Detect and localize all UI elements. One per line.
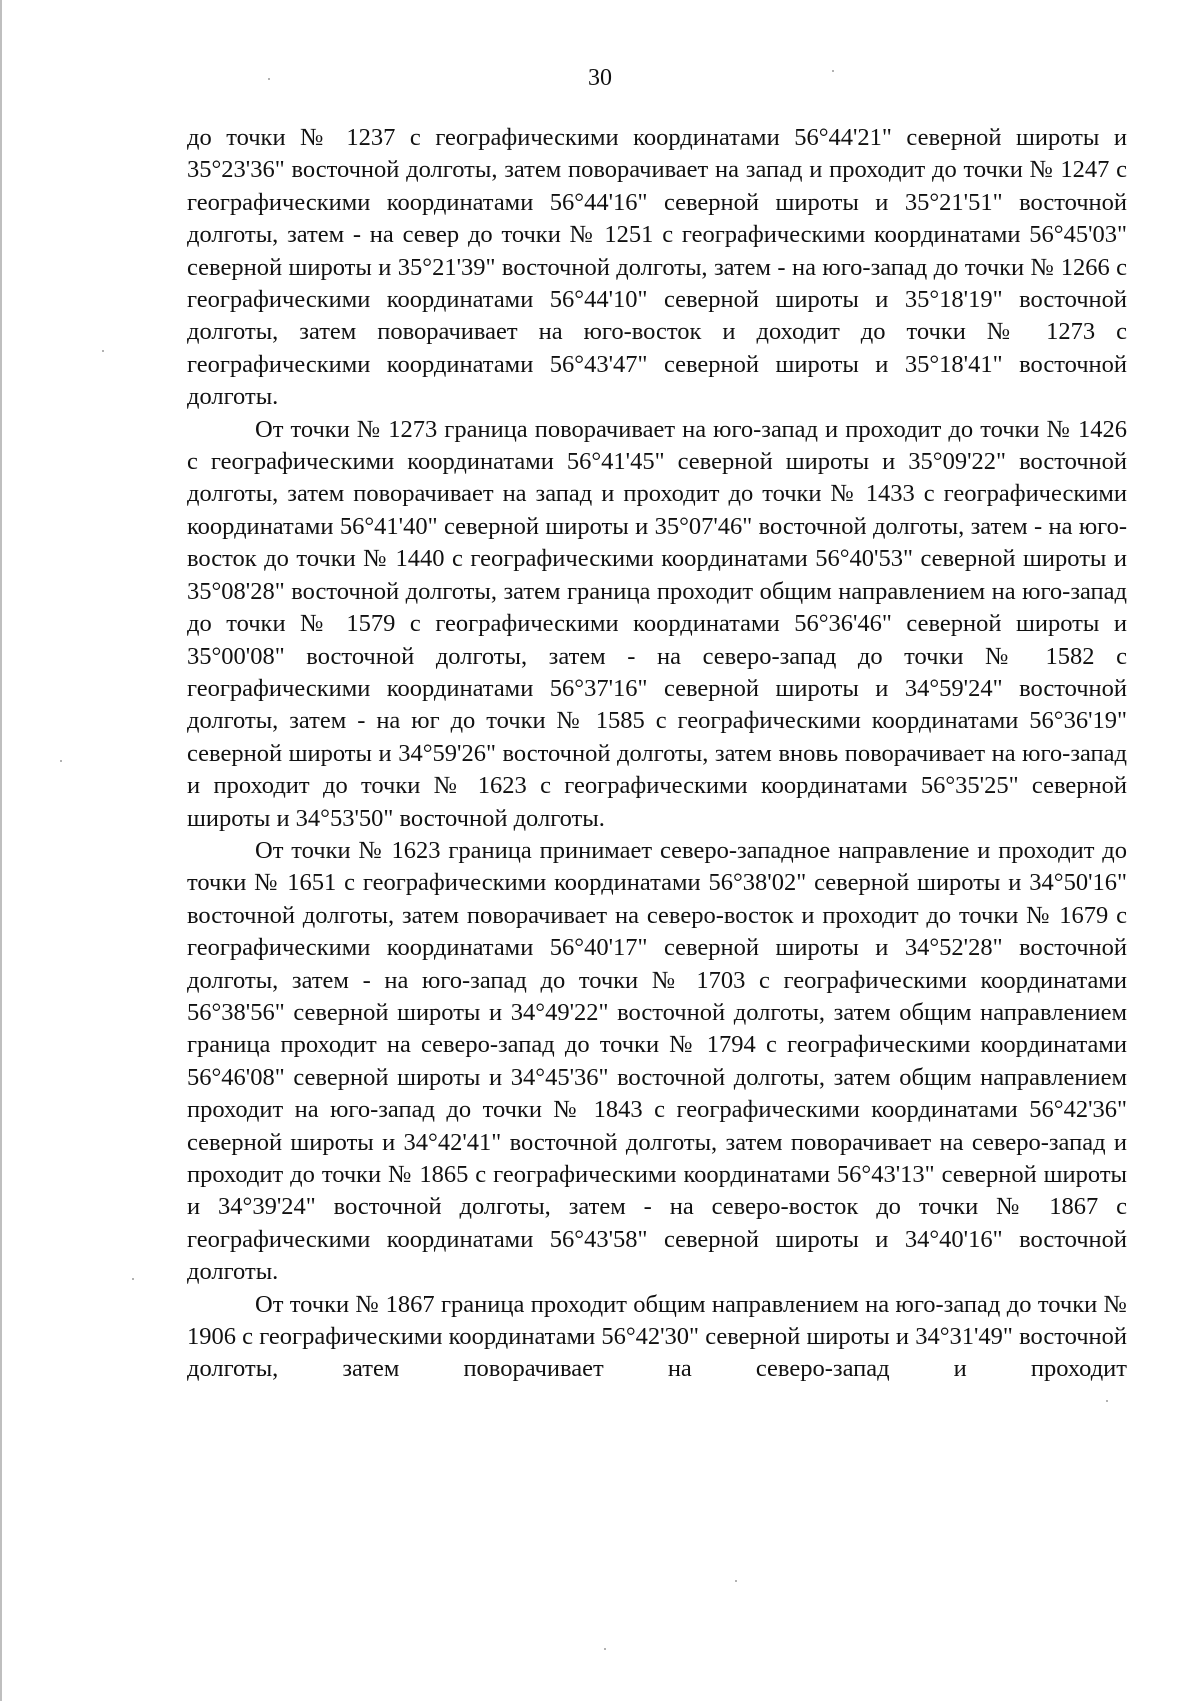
scan-speck — [132, 1278, 134, 1280]
scan-speck — [1106, 1400, 1108, 1402]
document-body — [187, 122, 1127, 1386]
scan-speck — [604, 1648, 606, 1650]
paragraph-3: От точки № 1623 граница принимает северо-западное направление и проходит до точки № 1651 с географическими координатами 56°38'02" северной широты и 34°50'16" восточной долготы, затем поворачивает на северо-восток и проходит до точки № 1679 с географическими координатами 56°40'17" северной широты и 34°52'28" восточной долготы, затем - на юго-запад до точки № 1703 с географическими координатами 56°38'56" северной широты и 34°49'22" восточной долготы, затем общим направлением граница проходит на северо-запад до точки № 1794 с географическими координатами 56°46'08" северной широты и 34°45'36" восточной долготы, затем общим направлением проходит на юго-запад до точки № 1843 с географическими координатами 56°42'36" северной широты и 34°42'41" восточной долготы, затем поворачивает на северо-запад и проходит до точки № 1865 с географическими координатами 56°43'13" северной широты и 34°39'24" восточной долготы, затем - на северо-восток до точки № 1867 с географическими координатами 56°43'58" северной широты и 34°40'16" восточной долготы. — [187, 836, 1127, 1286]
scan-speck — [735, 1580, 737, 1582]
paragraph-1: до точки № 1237 с географическими координатами 56°44'21" северной широты и 35°23'36" восточной долготы, затем поворачивает на запад и проходит до точки № 1247 с географическими координатами 56°44'16" северной широты и 35°21'51" восточной долготы, затем - на север до точки № 1251 с географическими координатами 56°45'03" северной широты и 35°21'39" восточной долготы, затем - на юго-запад до точки № 1266 с географическими координатами 56°44'10" северной широты и 35°18'19" восточной долготы, затем поворачивает на юго-восток и доходит до точки № 1273 с географическими координатами 56°43'47" северной широты и 35°18'41" восточной долготы. — [187, 124, 1127, 411]
scan-speck — [60, 760, 62, 762]
scan-speck — [268, 78, 270, 80]
scan-speck — [832, 70, 834, 72]
paragraph-2: От точки № 1273 граница поворачивает на юго-запад и проходит до точки № 1426 с географическими координатами 56°41'45" северной широты и 35°09'22" восточной долготы, затем поворачивает на запад и проходит до точки № 1433 с географическими координатами 56°41'40" северной широты и 35°07'46" восточной долготы, затем - на юго-восток до точки № 1440 с географическими координатами 56°40'53" северной широты и 35°08'28" восточной долготы, затем граница проходит общим направлением на юго-запад до точки № 1579 с географическими координатами 56°36'46" северной широты и 35°00'08" восточной долготы, затем - на северо-запад до точки № 1582 с географическими координатами 56°37'16" северной широты и 34°59'24" восточной долготы, затем - на юг до точки № 1585 с географическими координатами 56°36'19" северной широты и 34°59'26" восточной долготы, затем вновь поворачивает на юго-запад и проходит до точки № 1623 с географическими координатами 56°35'25" северной широты и 34°53'50" восточной долготы. — [187, 415, 1127, 832]
scan-speck — [102, 350, 104, 352]
scan-edge — [0, 0, 2, 1701]
paragraph-4: От точки № 1867 граница проходит общим направлением на юго-запад до точки № 1906 с географическими координатами 56°42'30" северной широты и 34°31'49" восточной долготы, затем поворачивает на северо-запад и проходит — [187, 1290, 1127, 1383]
page-number: 30 — [588, 65, 612, 91]
